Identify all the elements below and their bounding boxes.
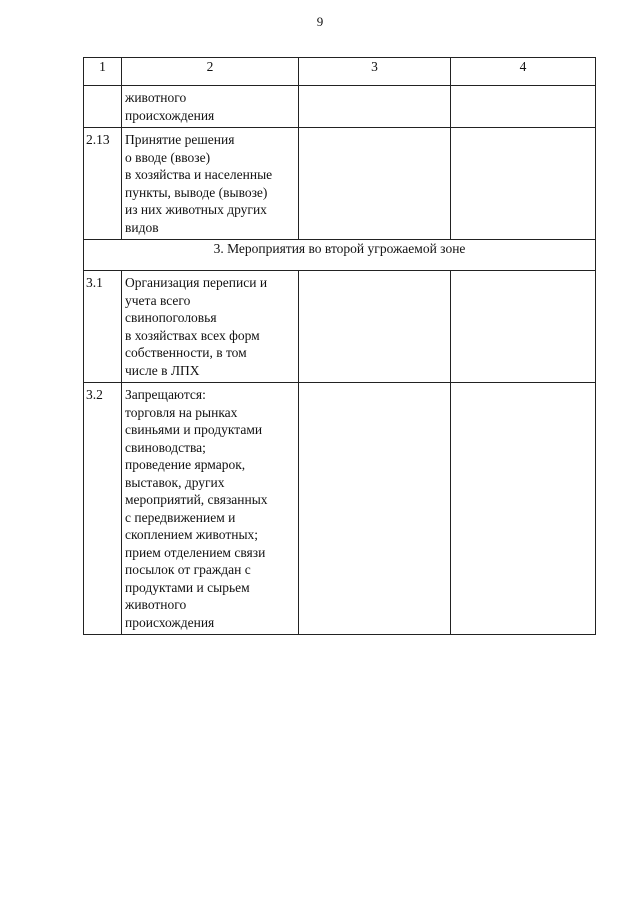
measure-text-line: числе в ЛПХ	[125, 362, 200, 378]
table-row	[84, 86, 596, 128]
measure-text-line: видов	[125, 219, 159, 235]
measure-text-line: торговля на рынках	[125, 404, 238, 420]
measure-text-line: пункты, выводе (вывозе)	[125, 184, 268, 200]
measure-text-line: животного	[125, 597, 187, 612]
table-row	[84, 383, 596, 635]
row-number-cell	[84, 86, 122, 128]
measure-text-line: в хозяйства и населенные	[125, 167, 273, 182]
measure-text-line: из них животных других	[125, 202, 267, 217]
measure-text-line: животного	[125, 90, 187, 105]
column-4-cell	[451, 128, 596, 240]
measure-text-cell	[122, 128, 299, 240]
row-number-cell: 2.13	[84, 128, 122, 240]
column-4-cell	[451, 86, 596, 128]
measure-text-line: проведение ярмарок,	[125, 457, 246, 472]
column-4-cell	[451, 383, 596, 635]
measure-text-line: свиньями и продуктами	[125, 422, 263, 437]
measure-text-line: свиноводства;	[125, 439, 206, 455]
column-3-cell	[299, 271, 451, 383]
table-header-row	[84, 58, 596, 86]
column-4-cell	[451, 271, 596, 383]
measure-text-line: учета всего	[125, 292, 191, 308]
measure-text-line: происхождения	[125, 107, 215, 123]
measure-text-cell	[122, 271, 299, 383]
measure-text-line: с передвижением и	[125, 509, 236, 525]
measure-text-cell	[122, 86, 299, 128]
measure-text-line: Запрещаются:	[125, 387, 206, 402]
header-cell-4: 4	[451, 58, 596, 86]
measure-text-cell	[122, 383, 299, 635]
row-number-cell: 3.1	[84, 271, 122, 383]
measure-text-line: прием отделением связи	[125, 544, 266, 560]
page-number: 9	[316, 14, 324, 29]
column-3-cell	[299, 86, 451, 128]
measure-text-line: собственности, в том	[125, 345, 247, 360]
table-row	[84, 128, 596, 240]
measure-text-line: происхождения	[125, 614, 215, 630]
measure-text-line: посылок от граждан с	[125, 562, 251, 577]
table-row	[84, 271, 596, 383]
measure-text-line: скоплением животных;	[125, 527, 259, 542]
measure-text-line: мероприятий, связанных	[125, 492, 268, 507]
header-cell-3: 3	[299, 58, 451, 86]
measure-text-line: в хозяйствах всех форм	[125, 327, 260, 343]
measure-text-line: свинопоголовья	[125, 310, 217, 325]
row-number-cell: 3.2	[84, 383, 122, 635]
measures-table	[83, 57, 596, 635]
measure-text-line: о вводе (ввозе)	[125, 149, 211, 165]
section-header-row	[84, 240, 596, 271]
measure-text-line: Принятие решения	[125, 132, 235, 147]
header-cell-2: 2	[122, 58, 299, 86]
column-3-cell	[299, 383, 451, 635]
measure-text-line: продуктами и сырьем	[125, 579, 250, 595]
column-3-cell	[299, 128, 451, 240]
measure-text-line: выставок, других	[125, 474, 225, 490]
section-title: 3. Мероприятия во второй угрожаемой зоне	[84, 240, 596, 271]
measure-text-line: Организация переписи и	[125, 275, 268, 290]
header-cell-1: 1	[84, 58, 122, 86]
